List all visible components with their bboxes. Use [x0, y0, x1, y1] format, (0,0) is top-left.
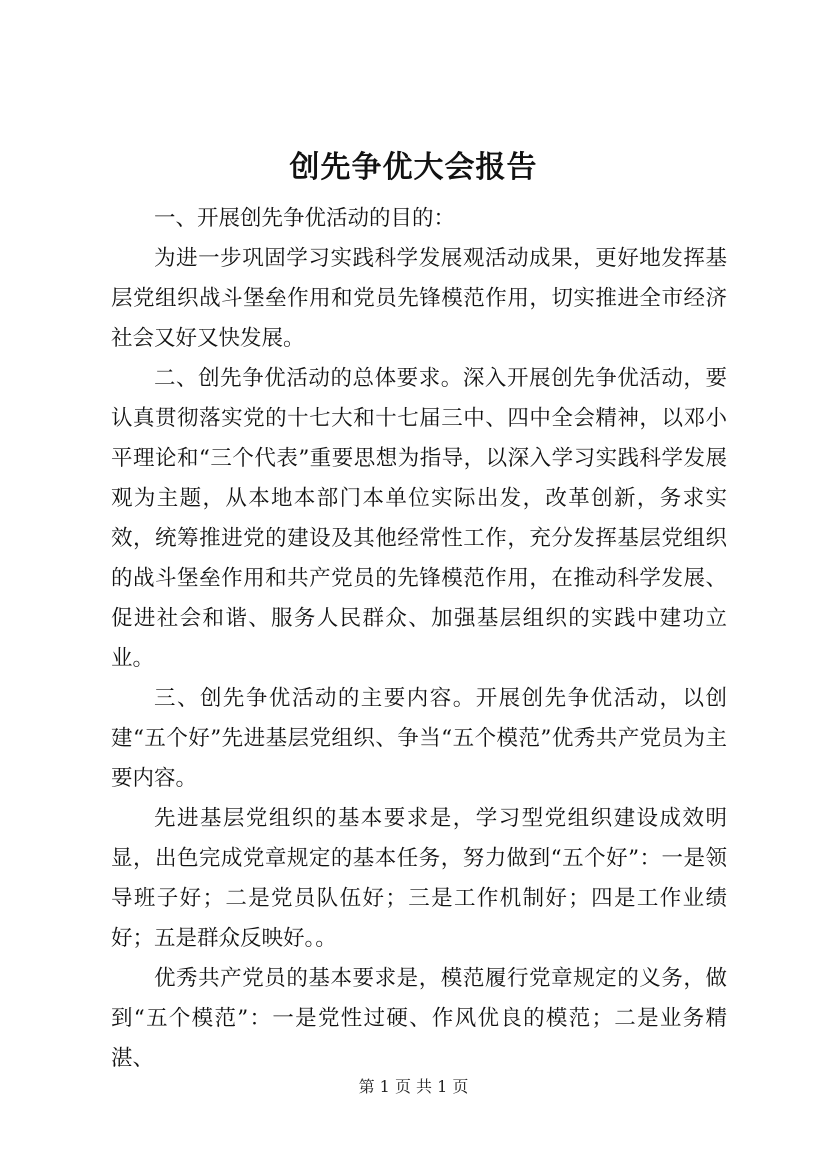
paragraph-general-requirements: 二、创先争优活动的总体要求。深入开展创先争优活动，要认真贯彻落实党的十七大和十七届三中、四中全会精神，以邓小平理论和“三个代表”重要思想为指导，以深入学习实践科学发展观为主题，从本地本部门本单位实际出发，改革创新，务求实效，统筹推进党的建设及其他经常性工作，充分发挥基层党组织的战斗堡垒作用和共产党员的先锋模范作用，在推动科学发展、促进社会和谐、服务人民群众、加强基层组织的实践中建功立业。	[111, 366, 727, 671]
paragraph-purpose-heading: 一、开展创先争优活动的目的：	[154, 206, 456, 231]
document-body	[111, 199, 727, 1079]
paragraph-excellent-member-requirements: 优秀共产党员的基本要求是，模范履行党章规定的义务，做到“五个模范”：一是党性过硬、作风优良的模范；二是业务精湛、	[111, 966, 727, 1071]
paragraph-purpose: 为进一步巩固学习实践科学发展观活动成果，更好地发挥基层党组织战斗堡垒作用和党员先锋模范作用，切实推进全市经济社会又好又快发展。	[111, 246, 727, 351]
document-title: 创先争优大会报告	[289, 150, 538, 185]
paragraph-advanced-org-requirements: 先进基层党组织的基本要求是，学习型党组织建设成效明显，出色完成党章规定的基本任务，努力做到“五个好”：一是领导班子好；二是党员队伍好；三是工作机制好；四是工作业绩好；五是群众反映好。。	[111, 806, 727, 951]
paragraph-main-content: 三、创先争优活动的主要内容。开展创先争优活动，以创建“五个好”先进基层党组织、争当“五个模范”优秀共产党员为主要内容。	[111, 686, 727, 791]
page-footer: 第 1 页 共 1 页	[358, 1077, 469, 1096]
